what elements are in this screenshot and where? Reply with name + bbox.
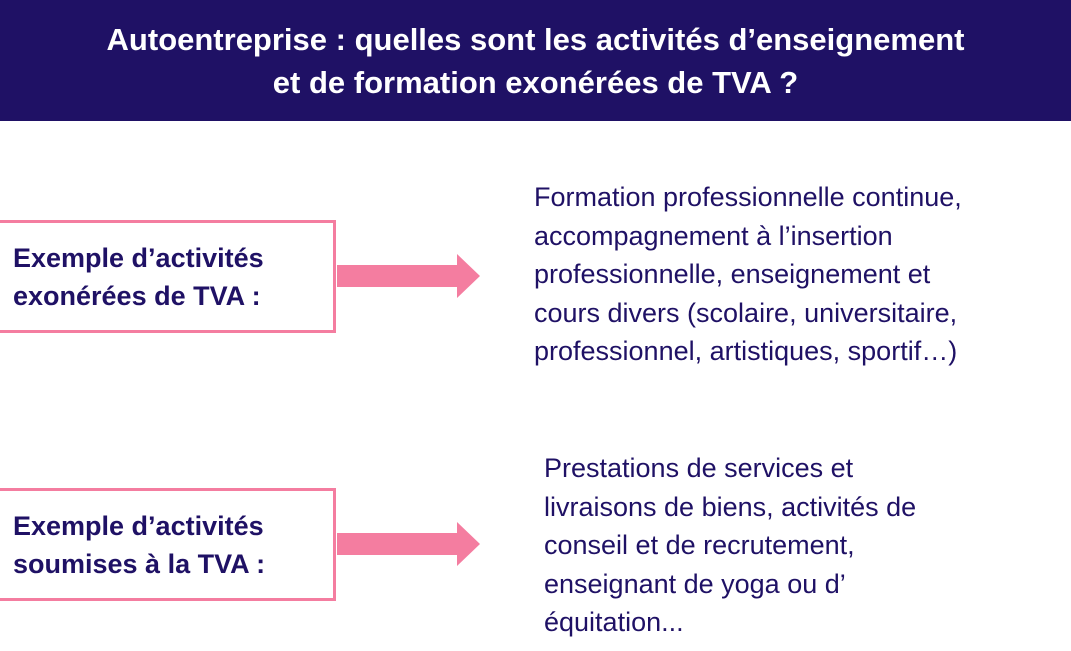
exempt-desc-line-4: cours divers (scolaire, universitaire, xyxy=(534,297,958,328)
page-title-line-2: et de formation exonérées de TVA ? xyxy=(272,64,799,100)
taxable-desc-line-3: conseil et de recrutement, xyxy=(544,530,855,560)
taxable-activities-description xyxy=(544,449,916,642)
exempt-label-line-2: exonérées de TVA : xyxy=(13,280,261,311)
header-banner xyxy=(0,0,1071,121)
taxable-desc-line-1: Prestations de services et xyxy=(544,453,854,483)
taxable-activities-label-box xyxy=(0,488,336,601)
arrow-right-icon xyxy=(337,522,480,566)
taxable-label-line-1: Exemple d’activités xyxy=(13,510,264,541)
exempt-activities-label-box xyxy=(0,220,336,333)
taxable-desc-line-5: équitation... xyxy=(544,607,684,637)
exempt-desc-line-1: Formation professionnelle continue, xyxy=(534,182,962,212)
page-title-line-1: Autoentreprise : quelles sont les activités d’enseignement xyxy=(106,21,965,57)
taxable-label-line-2: soumises à la TVA : xyxy=(13,548,266,579)
exempt-label-line-1: Exemple d’activités xyxy=(13,242,264,273)
exempt-desc-line-3: professionnelle, enseignement et xyxy=(534,259,931,289)
exempt-activities-description xyxy=(534,178,962,371)
taxable-desc-line-4: enseignant de yoga ou d’ xyxy=(544,568,846,599)
exempt-desc-line-2: accompagnement à l’insertion xyxy=(534,220,893,251)
arrow-right-icon xyxy=(337,254,480,298)
exempt-desc-line-5: professionnel, artistiques, sportif…) xyxy=(534,336,958,366)
taxable-desc-line-2: livraisons de biens, activités de xyxy=(544,491,917,522)
